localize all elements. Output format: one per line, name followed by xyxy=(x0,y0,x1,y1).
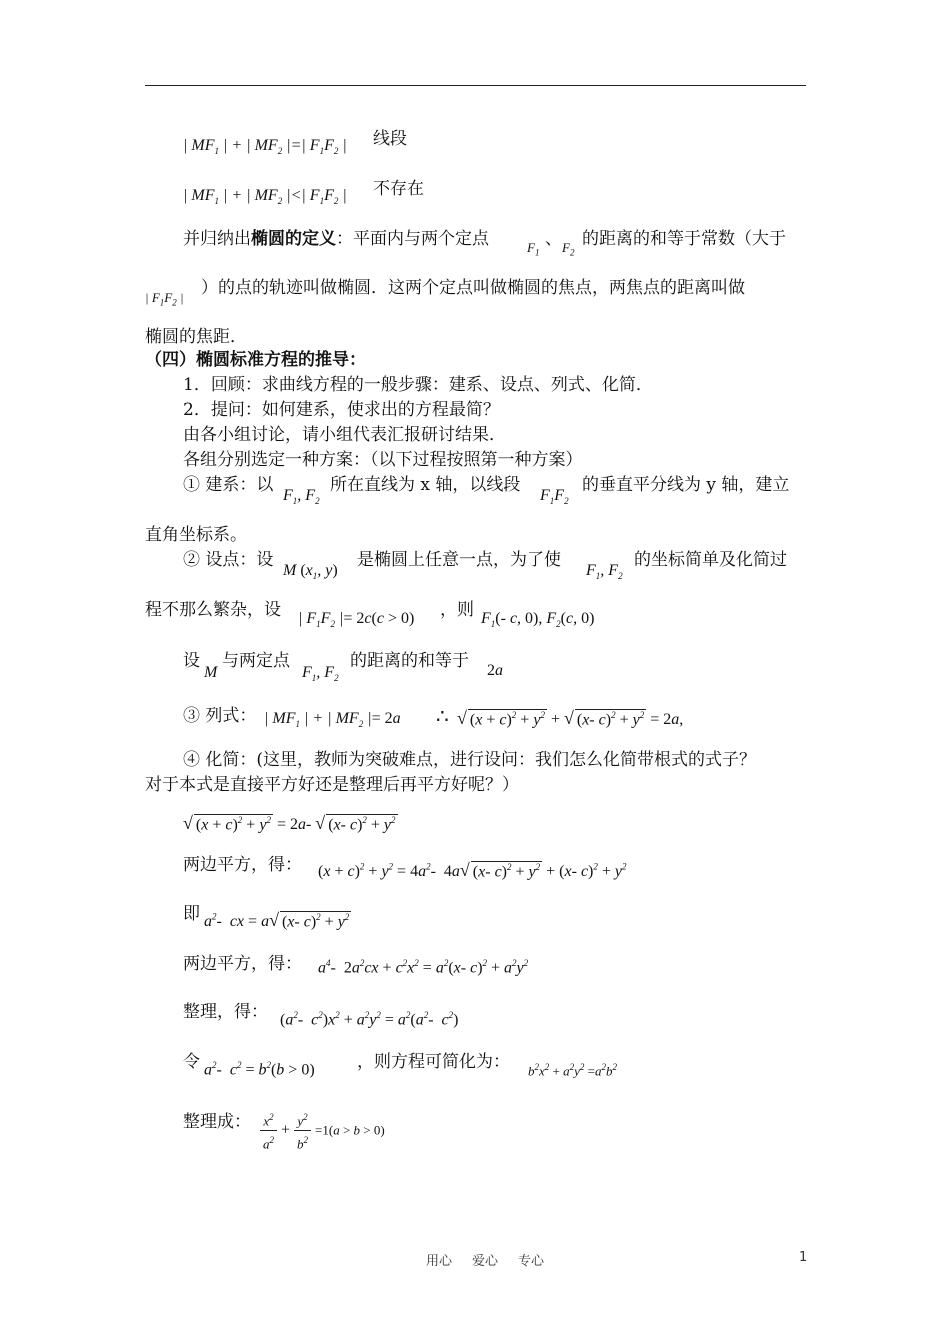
let-text-3: 的距离的和等于 xyxy=(350,651,469,671)
definition-text-b: 的距离的和等于常数（大于 xyxy=(582,229,786,249)
formula-sum-distances: | $MF_1$ | + | $MF_2$ |= 2a xyxy=(264,710,401,730)
simplify-text-2: 对于本式是直接平方好还是整理后再平方好呢？） xyxy=(145,775,519,795)
footer-motto-2: 爱心 xyxy=(472,1254,499,1269)
arrange-text-1: 整理，得： xyxy=(183,1002,268,1022)
definition-prefix: 并归纳出 xyxy=(183,229,251,249)
formula-focal-distance: | $F_1F_2$ |= 2c(c > 0) xyxy=(298,610,415,630)
therefore-symbol: ∴ xyxy=(436,704,449,728)
formula-square-twice: $a^4-$ $2a^2cx + c^2x^2 = a^2(x-$ $c)^2 + a^2y^2$ xyxy=(318,958,529,977)
definition-term: 椭圆的定义 xyxy=(251,229,336,249)
footer-motto-1: 用心 xyxy=(426,1254,453,1269)
set-text-1: ② 设点：设 xyxy=(183,550,274,570)
set-text-3: 的坐标简单及化简过 xyxy=(634,550,787,570)
text-not-exist: 不存在 xyxy=(373,179,424,199)
section-heading: （四）椭圆标准方程的推导： xyxy=(145,350,366,370)
formula-b-definition: $a^2-$ $c^2 = b^2(b > 0)$ xyxy=(204,1060,315,1079)
formula-point-m: M ($x_1$, y) xyxy=(283,562,338,582)
formula-2a: 2a xyxy=(487,662,503,679)
formula-foci: $F_1$, $F_2$ xyxy=(586,562,623,582)
ie-text: 即 xyxy=(183,904,200,924)
definition-line-3: 椭圆的焦距． xyxy=(145,327,247,347)
definition-line-1 xyxy=(183,227,489,251)
text-line-segment: 线段 xyxy=(373,129,407,149)
page-number: 1 xyxy=(799,1250,808,1265)
step-discussion: 由各小组讨论，请小组代表汇报研讨结果． xyxy=(183,425,506,445)
set-text-2: 是椭圆上任意一点，为了使 xyxy=(357,550,561,570)
step-plan: 各组分别选定一种方案：（以下过程按照第一种方案） xyxy=(183,450,583,470)
formula-f1-f2: $F_1$, $F_2$ xyxy=(283,487,320,507)
formula-equal-case: | $MF_1$ | + | $MF_2$ |=| $F_1F_2$ | xyxy=(183,137,347,157)
footer-motto-3: 专心 xyxy=(518,1254,545,1269)
definition-line-2: ）的点的轨迹叫做椭圆．这两个定点叫做椭圆的焦点，两焦点的距离叫做 xyxy=(201,278,745,298)
formula-f1f2-abs: | $F_1F_2$ | xyxy=(145,290,184,308)
build-text-1: ① 建系：以 xyxy=(183,475,274,495)
header-rule xyxy=(145,85,806,86)
step-question: 2．提问：如何建系，使求出的方程最简？ xyxy=(183,400,500,420)
formula-less-case: | $MF_1$ | + | $MF_2$ |<| $F_1F_2$ | xyxy=(183,187,347,207)
let-b-text: 令 xyxy=(183,1052,200,1072)
simplify-text-1: ④ 化简：(这里，教师为突破难点，进行设问：我们怎么化简带根式的式子？ xyxy=(183,750,757,770)
formula-square-once: $(x + c)^2 + y^2 = 4a^2-$ 4a√ (x- $c)^2 + y^2 + (x-$ $c)^2 + y^2$ xyxy=(318,860,627,880)
build-text-3: 的垂直平分线为 y 轴，建立 xyxy=(582,475,790,495)
formula-ie: $a^2-$ cx = a√ (x- $c)^2 + y^2$ xyxy=(204,910,350,930)
let-text-2: 与两定点 xyxy=(222,651,290,671)
let-text-1: 设 xyxy=(183,651,200,671)
formula-radical-equation: √ $(x + c)^2 + y^2$ + √ (x- $c)^2 + y^2 = 2a$, xyxy=(457,708,684,728)
formula-m: M xyxy=(204,664,218,681)
build-text-4: 直角坐标系。 xyxy=(145,525,247,545)
formula-isolate-radical: √ $(x + c)^2 + y^2 = 2a-$ √ (x- $c)^2 + y^2$ xyxy=(183,813,396,833)
let-b-text-2: ，则方程可简化为： xyxy=(357,1052,510,1072)
definition-text-a: ：平面内与两个定点 xyxy=(336,229,489,249)
eq-text-1: ③ 列式： xyxy=(183,706,257,726)
step-review: 1．回顾：求曲线方程的一般步骤：建系、设点、列式、化简． xyxy=(183,375,653,395)
formula-segment-f1f2: $F_1F_2$ xyxy=(540,487,569,507)
formula-foci-coordinates: $F_1(-$ c, 0), $F_2(c$, 0) xyxy=(481,610,595,630)
formula-standard-ellipse: $\frac{x^2}{a^2}$ + $\frac{y^2}{b^2}$ =1(a > b > 0) xyxy=(260,1108,385,1154)
square-text-2: 两边平方，得： xyxy=(183,954,302,974)
formula-f2: $F_2$ xyxy=(562,240,575,258)
arrange-text-2: 整理成： xyxy=(183,1112,251,1132)
set-text-5: ，则 xyxy=(440,600,474,620)
formula-foci-2: $F_1$, $F_2$ xyxy=(302,664,339,684)
square-text-1: 两边平方，得： xyxy=(183,855,302,875)
set-text-4: 程不那么繁杂，设 xyxy=(145,600,281,620)
formula-simplified: $b^2x^2 + a^2y^2 =a^2b^2$ xyxy=(528,1062,617,1079)
formula-arranged: ($a^2-$ $c^2)x^2 + a^2y^2 = a^2(a^2-$ $c^2$) xyxy=(280,1010,459,1029)
definition-separator: 、 xyxy=(545,229,562,249)
build-text-2: 所在直线为 x 轴，以线段 xyxy=(330,475,521,495)
formula-f1: $F_1$ xyxy=(527,240,540,258)
